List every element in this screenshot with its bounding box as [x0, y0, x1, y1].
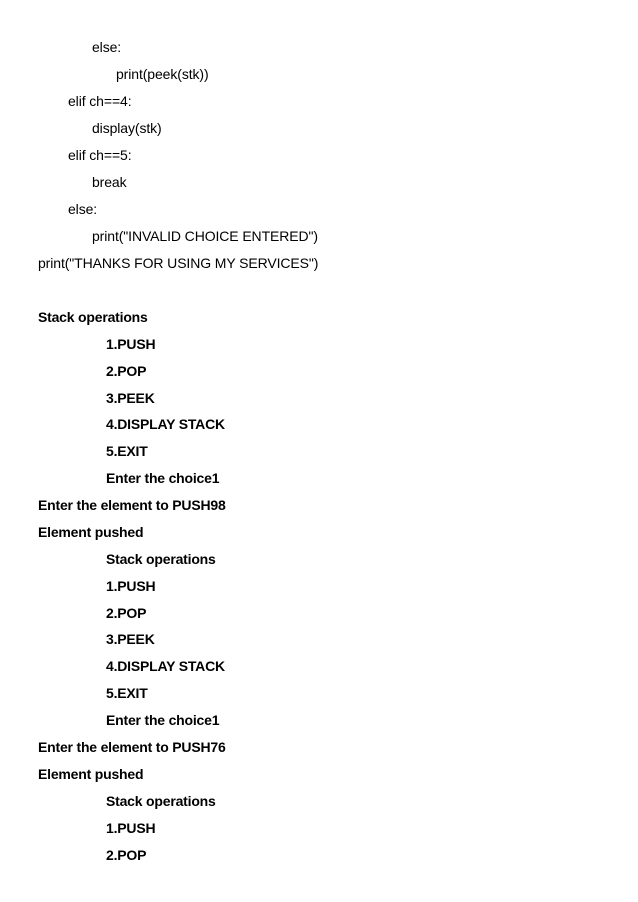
output-line: 5.EXIT	[106, 685, 148, 701]
output-line: 5.EXIT	[106, 443, 148, 459]
output-line: Stack operations	[106, 551, 216, 567]
code-line: print(peek(stk))	[116, 66, 209, 82]
output-line: 2.POP	[106, 847, 147, 863]
output-line: 4.DISPLAY STACK	[106, 658, 225, 674]
output-line: Stack operations	[38, 309, 148, 325]
output-line: 1.PUSH	[106, 820, 156, 836]
code-line: elif ch==5:	[68, 147, 132, 163]
output-line: Enter the choice1	[106, 712, 220, 728]
output-line: Element pushed	[38, 524, 144, 540]
code-line: print("INVALID CHOICE ENTERED")	[92, 228, 318, 244]
output-line: 2.POP	[106, 605, 147, 621]
code-line: else:	[68, 201, 98, 217]
code-line: elif ch==4:	[68, 93, 132, 109]
output-line: Stack operations	[106, 793, 216, 809]
code-line: print("THANKS FOR USING MY SERVICES")	[38, 255, 319, 271]
output-line: Enter the choice1	[106, 470, 220, 486]
output-line: 1.PUSH	[106, 336, 156, 352]
output-line: 2.POP	[106, 363, 147, 379]
output-line: Enter the element to PUSH98	[38, 497, 226, 513]
code-line: display(stk)	[92, 120, 162, 136]
output-line: Enter the element to PUSH76	[38, 739, 226, 755]
output-line: Element pushed	[38, 766, 144, 782]
output-line: 4.DISPLAY STACK	[106, 416, 225, 432]
output-line: 3.PEEK	[106, 390, 155, 406]
code-line: break	[92, 174, 127, 190]
output-line: 3.PEEK	[106, 631, 155, 647]
output-line: 1.PUSH	[106, 578, 156, 594]
code-line: else:	[92, 39, 122, 55]
